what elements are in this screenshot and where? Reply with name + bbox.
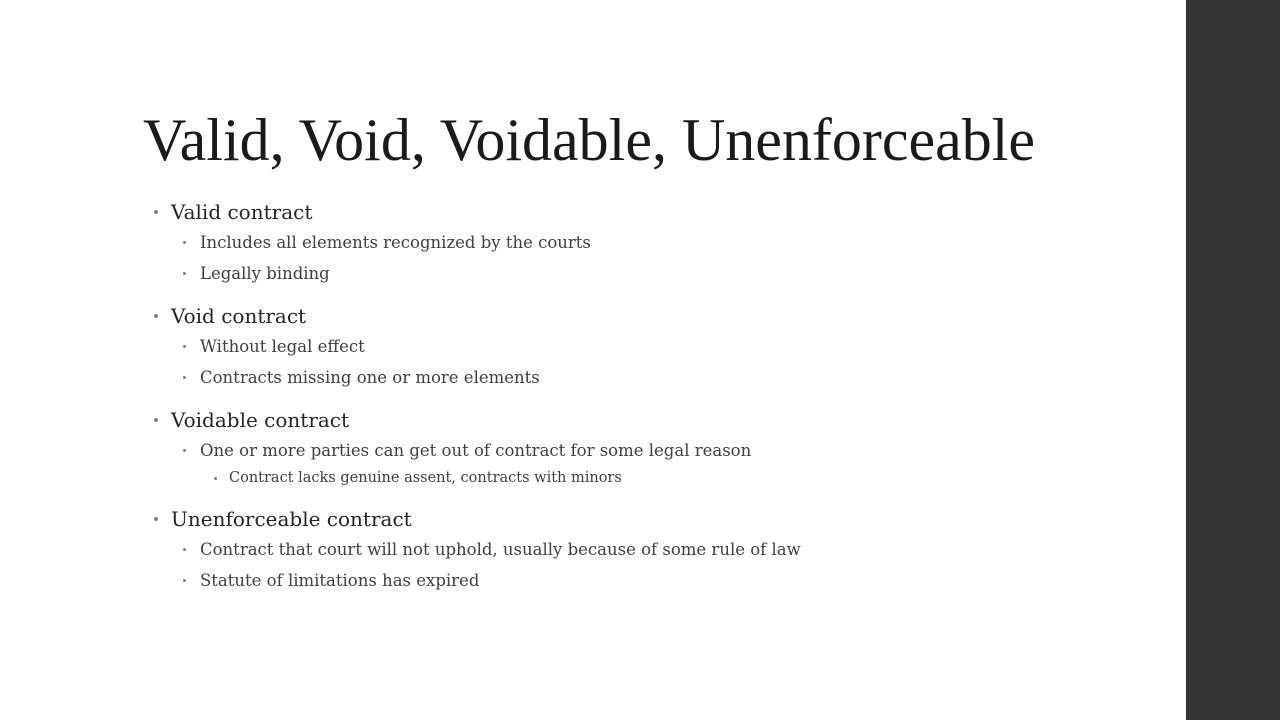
sub-bullet-text: One or more parties can get out of contract for some legal reason [200, 441, 752, 460]
sub-sub-bullet-text: Contract lacks genuine assent, contracts with minors [229, 470, 622, 486]
sub-bullet-list [171, 436, 1152, 491]
bullet-heading: Voidable contract [171, 408, 350, 432]
sub-bullet-text: Without legal effect [200, 337, 365, 356]
sub-bullet [171, 259, 1152, 288]
sub-bullet [171, 436, 1152, 465]
sub-bullet [171, 566, 1152, 595]
sub-bullet [171, 535, 1152, 564]
bullet-void-contract [152, 302, 1152, 392]
bullet-valid-contract [152, 198, 1152, 288]
bullet-heading: Valid contract [171, 200, 313, 224]
bullet-heading: Unenforceable contract [171, 507, 412, 531]
bullet-unenforceable-contract [152, 505, 1152, 595]
sub-bullet [171, 332, 1152, 361]
sub-bullet-list [171, 332, 1152, 392]
side-accent-bar [1186, 0, 1280, 720]
bullet-heading: Void contract [171, 304, 307, 328]
slide-title: Valid, Void, Voidable, Unenforceable [143, 107, 1036, 173]
sub-sub-bullet [171, 465, 1152, 491]
sub-bullet-text: Contracts missing one or more elements [200, 368, 540, 387]
sub-bullet-list [171, 228, 1152, 288]
sub-bullet-text: Statute of limitations has expired [200, 571, 480, 590]
sub-bullet-text: Legally binding [200, 264, 330, 283]
sub-bullet [171, 363, 1152, 392]
sub-bullet-text: Includes all elements recognized by the courts [200, 233, 591, 252]
sub-bullet [171, 228, 1152, 257]
bullet-voidable-contract [152, 406, 1152, 491]
sub-bullet-list [171, 535, 1152, 595]
bullet-list [152, 198, 1152, 609]
sub-bullet-text: Contract that court will not uphold, usually because of some rule of law [200, 540, 801, 559]
